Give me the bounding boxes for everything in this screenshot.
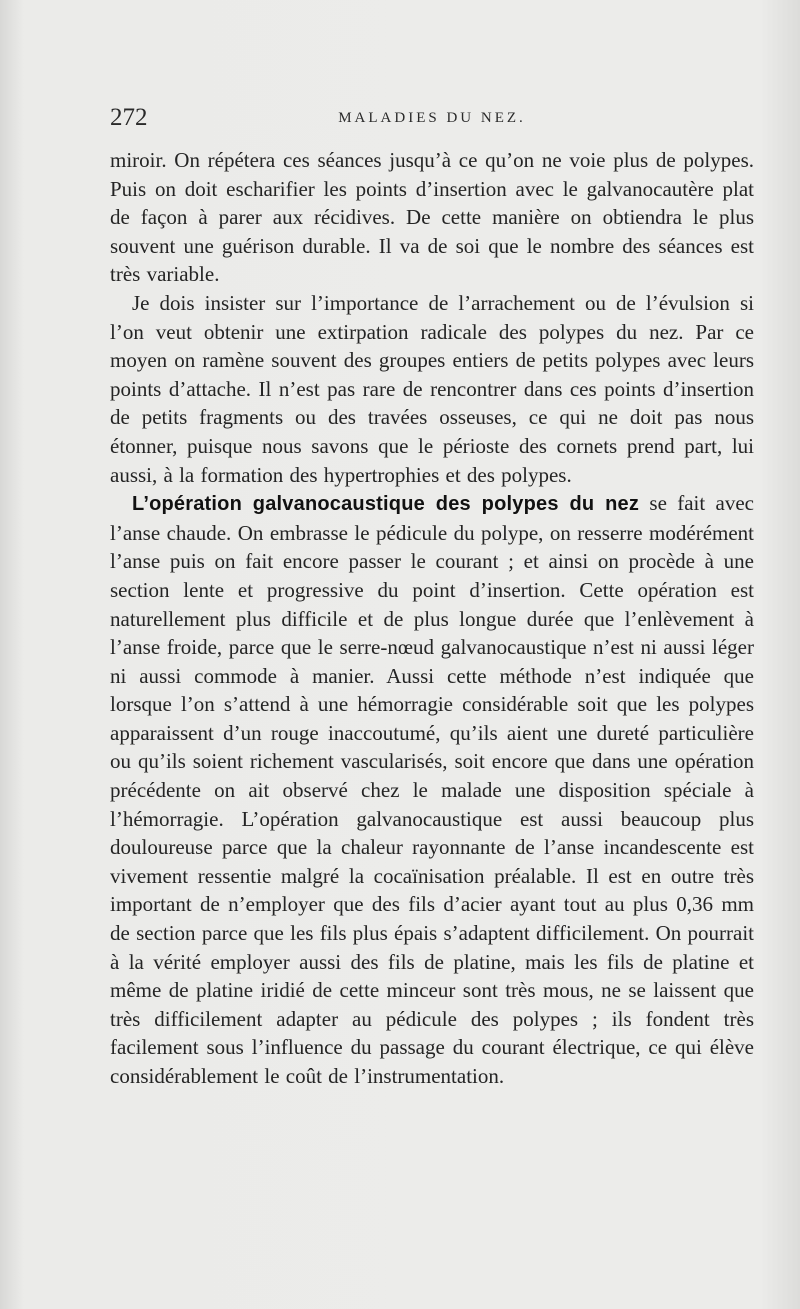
body-text [110, 146, 754, 1091]
running-head: MALADIES DU NEZ. [338, 110, 526, 126]
page-number: 272 [110, 104, 148, 131]
section-heading: L’opération galvanocaustique des polypes du nez [132, 493, 640, 516]
paragraph-2: Je dois insister sur l’importance de l’arrachement ou de l’évulsion si l’on veut obtenir une extirpation radicale des polypes du nez. Par ce moyen on ramène souvent des groupes entiers de petits polypes avec leurs points d’attache. Il n’est pas rare de rencontrer dans ces points d’insertion de petits fragments ou des travées osseuses, ce qui ne doit pas nous étonner, puisque nous savons que le périoste des cornets prend part, lui aussi, à la formation des hypertrophies et des polypes. [110, 290, 754, 487]
section-text: se fait avec l’anse chaude. On embrasse le pédicule du polype, on resserre modérément l’anse puis on fait encore passer le courant ; et ainsi on procède à une section lente et progressive du point d’insertion. Cette opération est naturellement plus difficile et de plus longue durée que l’enlèvement à l’anse froide, parce que le serre-nœud galvanocaustique n’est ni aussi léger ni aussi commode à manier. Aussi cette méthode n’est indiquée que lorsque l’on s’attend à une hémorragie considérable soit que les polypes apparaissent d’un rouge inaccoutumé, qu’ils aient une dureté particulière ou qu’ils soient richement vascularisés, soit encore que dans une opération précédente on ait observé chez le malade une disposition spéciale à l’hémorragie. L’opération galvanocaustique est aussi beaucoup plus douloureuse parce que la chaleur rayonnante de l’anse incandescente est vivement ressentie malgré la cocaïnisation préalable. Il est en outre très important de n’employer que des fils d’acier ayant tout au plus 0,36 mm de section parce que les fils plus épais s’adaptent difficilement. On pourrait à la vérité employer aussi des fils de platine, mais les fils de platine et même de platine iridié de cette minceur sont très mous, ne se laissent que très difficilement adapter au pédicule des polypes ; ils fondent très facilement sous l’influence du passage du courant électrique, ce qui élève considérablement le coût de l’instrumentation. [110, 491, 754, 1088]
paragraph-3 [110, 489, 754, 1090]
page-header [110, 100, 754, 134]
paragraph-1: miroir. On répétera ces séances jusqu’à ce qu’on ne voie plus de polypes. Puis on doit escharifier les points d’insertion avec le galvanocautère plat de façon à parer aux récidives. De cette manière on obtiendra le plus souvent une guérison durable. Il va de soi que le nombre des séances est très variable. [110, 148, 754, 287]
